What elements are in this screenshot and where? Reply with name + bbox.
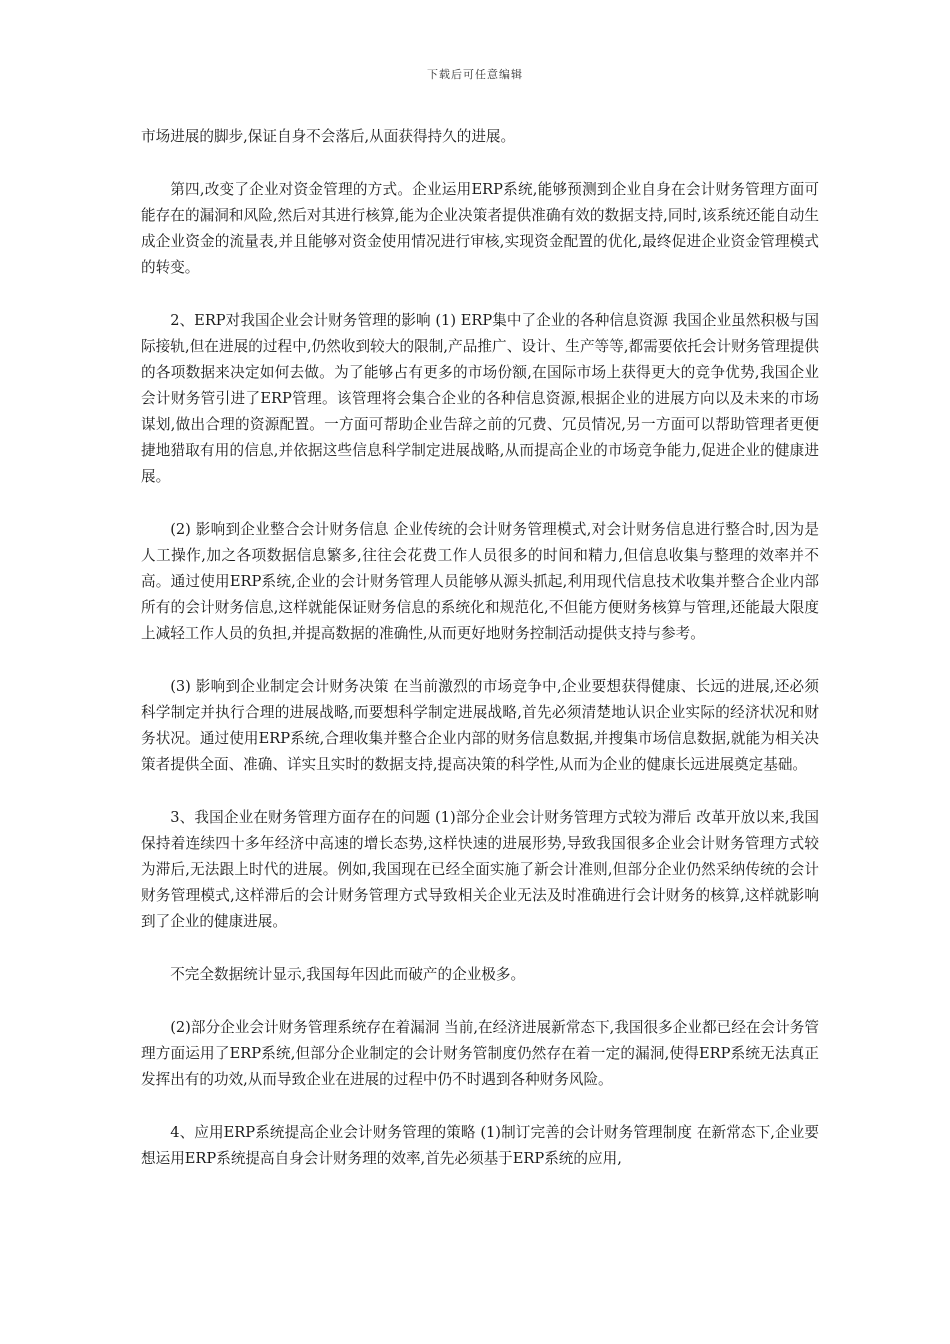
document-body: [141, 124, 819, 1172]
paragraph: 市场进展的脚步,保证自身不会落后,从面获得持久的进展。: [141, 128, 516, 145]
paragraph: 4、应用ERP系统提高企业会计财务管理的策略 (1)制订完善的会计财务管理制度 在新常态下,企业要想运用ERP系统提高自身会计财务理的效率,首先必须基于ERP系统的应用,: [141, 1124, 819, 1167]
paragraph: 第四,改变了企业对资金管理的方式。企业运用ERP系统,能够预测到企业自身在会计财务管理方面可能存在的漏洞和风险,然后对其进行核算,能为企业决策者提供准确有效的数据支持,同时,该系统还能自动生成企业资金的流量表,并且能够对资金使用情况进行审核,实现资金配置的优化,最终促进企业资金管理模式的转变。: [141, 181, 819, 276]
paragraph: 3、我国企业在财务管理方面存在的问题 (1)部分企业会计财务管理方式较为滞后 改革开放以来,我国保持着连续四十多年经济中高速的增长态势,这样快速的进展形势,导致我国很多企业会计财务管理方式较为滞后,无法跟上时代的进展。例如,我国现在已经全面实施了新会计准则,但部分企业仍然采纳传统的会计财务管理模式,这样滞后的会计财务管理方式导致相关企业无法及时准确进行会计财务的核算,这样就影响到了企业的健康进展。: [141, 809, 819, 930]
paragraph: (3) 影响到企业制定会计财务决策 在当前激烈的市场竞争中,企业要想获得健康、长远的进展,还必须科学制定并执行合理的进展战略,而要想科学制定进展战略,首先必须清楚地认识企业实际的经济状况和财务状况。通过使用ERP系统,合理收集并整合企业内部的财务信息数据,并搜集市场信息数据,就能为相关决策者提供全面、准确、详实且实时的数据支持,提高决策的科学性,从而为企业的健康长远进展奠定基础。: [141, 678, 819, 773]
paragraph: (2)部分企业会计财务管理系统存在着漏洞 当前,在经济进展新常态下,我国很多企业都已经在会计务管理方面运用了ERP系统,但部分企业制定的会计财务管制度仍然存在着一定的漏洞,使得ERP系统无法真正发挥出有的功效,从而导致企业在进展的过程中仍不时遇到各种财务风险。: [141, 1019, 819, 1088]
paragraph: (2) 影响到企业整合会计财务信息 企业传统的会计财务管理模式,对会计财务信息进行整合时,因为是人工操作,加之各项数据信息繁多,往往会花费工作人员很多的时间和精力,但信息收集与整理的效率并不高。通过使用ERP系统,企业的会计财务管理人员能够从源头抓起,利用现代信息技术收集并整合企业内部所有的会计财务信息,这样就能保证财务信息的系统化和规范化,不但能方便财务核算与管理,还能最大限度上减轻工作人员的负担,并提高数据的准确性,从而更好地财务控制活动提供支持与参考。: [141, 521, 819, 642]
paragraph: 不完全数据统计显示,我国每年因此而破产的企业极多。: [170, 966, 526, 983]
paragraph: 2、ERP对我国企业会计财务管理的影响 (1) ERP集中了企业的各种信息资源 我国企业虽然积极与国际接轨,但在进展的过程中,仍然收到较大的限制,产品推广、设计、生产等等,都需要依托会计财务管理提供的各项数据来决定如何去做。为了能够占有更多的市场份额,在国际市场上获得更大的竞争优势,我国企业会计财务管引进了ERP管理。该管理将会集合企业的各种信息资源,根据企业的进展方向以及未来的市场谋划,做出合理的资源配置。一方面可帮助企业告辞之前的冗费、冗员情况,另一方面可以帮助管理者更便捷地猎取有用的信息,并依据这些信息科学制定进展战略,从而提高企业的市场竞争能力,促进企业的健康进展。: [141, 312, 819, 485]
page-header: 下载后可任意编辑: [427, 68, 523, 81]
